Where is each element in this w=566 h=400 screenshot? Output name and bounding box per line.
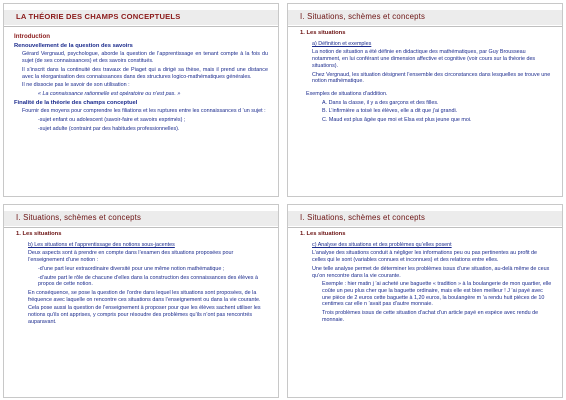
slide-4 xyxy=(287,204,563,398)
slide-3 xyxy=(3,204,279,398)
paragraph-example: Exemple : hier matin j ’ai acheté une baguette « tradition » à la boulangerie de mon quartier, elle coûte un peu plus cher que la baguette ordinaire, mais elle est bien meilleur ! J ’ai payé avec une pièce de 2 euros cette baguette à 1,20 euros, la boulangère m ’a rendu huit pièces de 10 centimes car elle n ’avait pas d’autre monnaie. xyxy=(322,281,552,308)
subsection-heading: c) Analyse des situations et des problèmes qu’elles posent xyxy=(312,241,452,248)
slide-title: I. Situations, schèmes et concepts xyxy=(16,213,142,222)
subsection-heading: b) Les situations et l’apprentissage des notions sous-jacentes xyxy=(28,241,175,248)
paragraph: Une telle analyse permet de déterminer les problèmes issus d’une situation, au-delà même de ceux qu’on rencontre dans la vie courante. xyxy=(312,265,550,279)
subheading-renewal: Renouvellement de la question des savoirs xyxy=(14,42,133,49)
paragraph: La notion de situation a été définie en didactique des mathématiques, par Guy Brousseau notamment, en lui conférant une dimension affective et cognitive (voir cours sur la théorie des situations). xyxy=(312,49,536,69)
paragraph: Il s’inscrit dans la continuité des travaux de Piaget qui a dirigé sa thèse, mais il prend une distance avec la réorganisation des connaissances dans des structures logico-mathématiques générales. xyxy=(22,66,268,80)
example-item: A. Dans la classe, il y a des garçons et des filles. xyxy=(322,99,439,106)
section-heading: 1. Les situations xyxy=(300,231,346,237)
slide-body xyxy=(14,231,268,327)
paragraph: Chez Vergnaud, les situation désignent l’ensemble des circonstances dans lesquelles se trouve une notion mathématique. xyxy=(312,71,551,85)
section-heading: 1. Les situations xyxy=(300,30,346,36)
slide-1 xyxy=(3,3,279,197)
slide-2 xyxy=(287,3,563,197)
paragraph: Deux aspects sont à prendre en compte dans l’examen des situations proposées pour l’enseignement d’une notion : xyxy=(28,250,234,264)
paragraph: Gérard Vergnaud, psychologue, aborde la question de l’apprentissage en tenant compte à la fois du sujet (de ses connaissances) et des savoirs constitués. xyxy=(22,51,268,65)
paragraph: Cela pose aussi la question de l’enseignement à proposer pour que les élèves sachent utiliser les notions qu’ils ont apprises, y compris pour résoudre des problèmes qu’ils n’ont pas rencontrés auparavant. xyxy=(28,305,261,325)
list-item: -d’une part leur extraordinaire diversité pour une même notion mathématique ; xyxy=(38,265,225,272)
slide-title: I. Situations, schèmes et concepts xyxy=(300,213,426,222)
paragraph: Il ne dissocie pas le savoir de son utilisation : xyxy=(22,82,130,89)
subsection-heading: a) Définition et exemples xyxy=(312,40,372,47)
paragraph: L’analyse des situations conduit à négliger les informations peu ou pas pertinentes au profit de celles qui le sont (variables connues et inconnues) et des relations entre elles. xyxy=(312,250,538,264)
paragraph: En conséquence, se pose la question de l’ordre dans lequel les situations sont proposées, de la fréquence avec laquelle on rencontre ces situations dans l’enseignement ou dans la vie courante. xyxy=(28,289,261,303)
quote: « La connaissance rationnelle est opératoire ou n’est pas. » xyxy=(38,90,181,97)
paragraph: Exemples de situations d’addition. xyxy=(306,90,388,97)
subheading-finality: Finalité de la théorie des champs conceptuel xyxy=(14,99,138,106)
paragraph: Fournir des moyens pour comprendre les filiations et les ruptures entre les connaissances d ’un sujet : xyxy=(22,108,266,115)
list-item: -sujet adulte (contraint par des habitudes professionnelles). xyxy=(38,125,180,132)
list-item: -d’autre part le rôle de chacune d’elles dans la construction des connaissances des élèves à propos de cette notion. xyxy=(38,274,258,288)
example-item: C. Maud est plus âgée que moi et Elsa est plus jeune que moi. xyxy=(322,117,472,124)
heading-introduction: Introduction xyxy=(14,33,51,40)
slide-title: I. Situations, schèmes et concepts xyxy=(300,12,426,21)
slide-body xyxy=(14,34,268,134)
slide-body xyxy=(298,30,552,126)
slide-body xyxy=(298,231,552,325)
paragraph: Trois problèmes issus de cette situation d’achat d’un article payé en espèce avec rendu de monnaie. xyxy=(322,310,539,323)
example-item: B. L’infirmière a toisé les élèves, elle a dit que j’ai grandi. xyxy=(322,108,458,115)
section-heading: 1. Les situations xyxy=(16,231,62,237)
list-item: -sujet enfant ou adolescent (savoir-faire et savoirs exprimés) ; xyxy=(38,117,186,124)
slide-title: LA THÉORIE DES CHAMPS CONCEPTUELS xyxy=(16,12,181,21)
